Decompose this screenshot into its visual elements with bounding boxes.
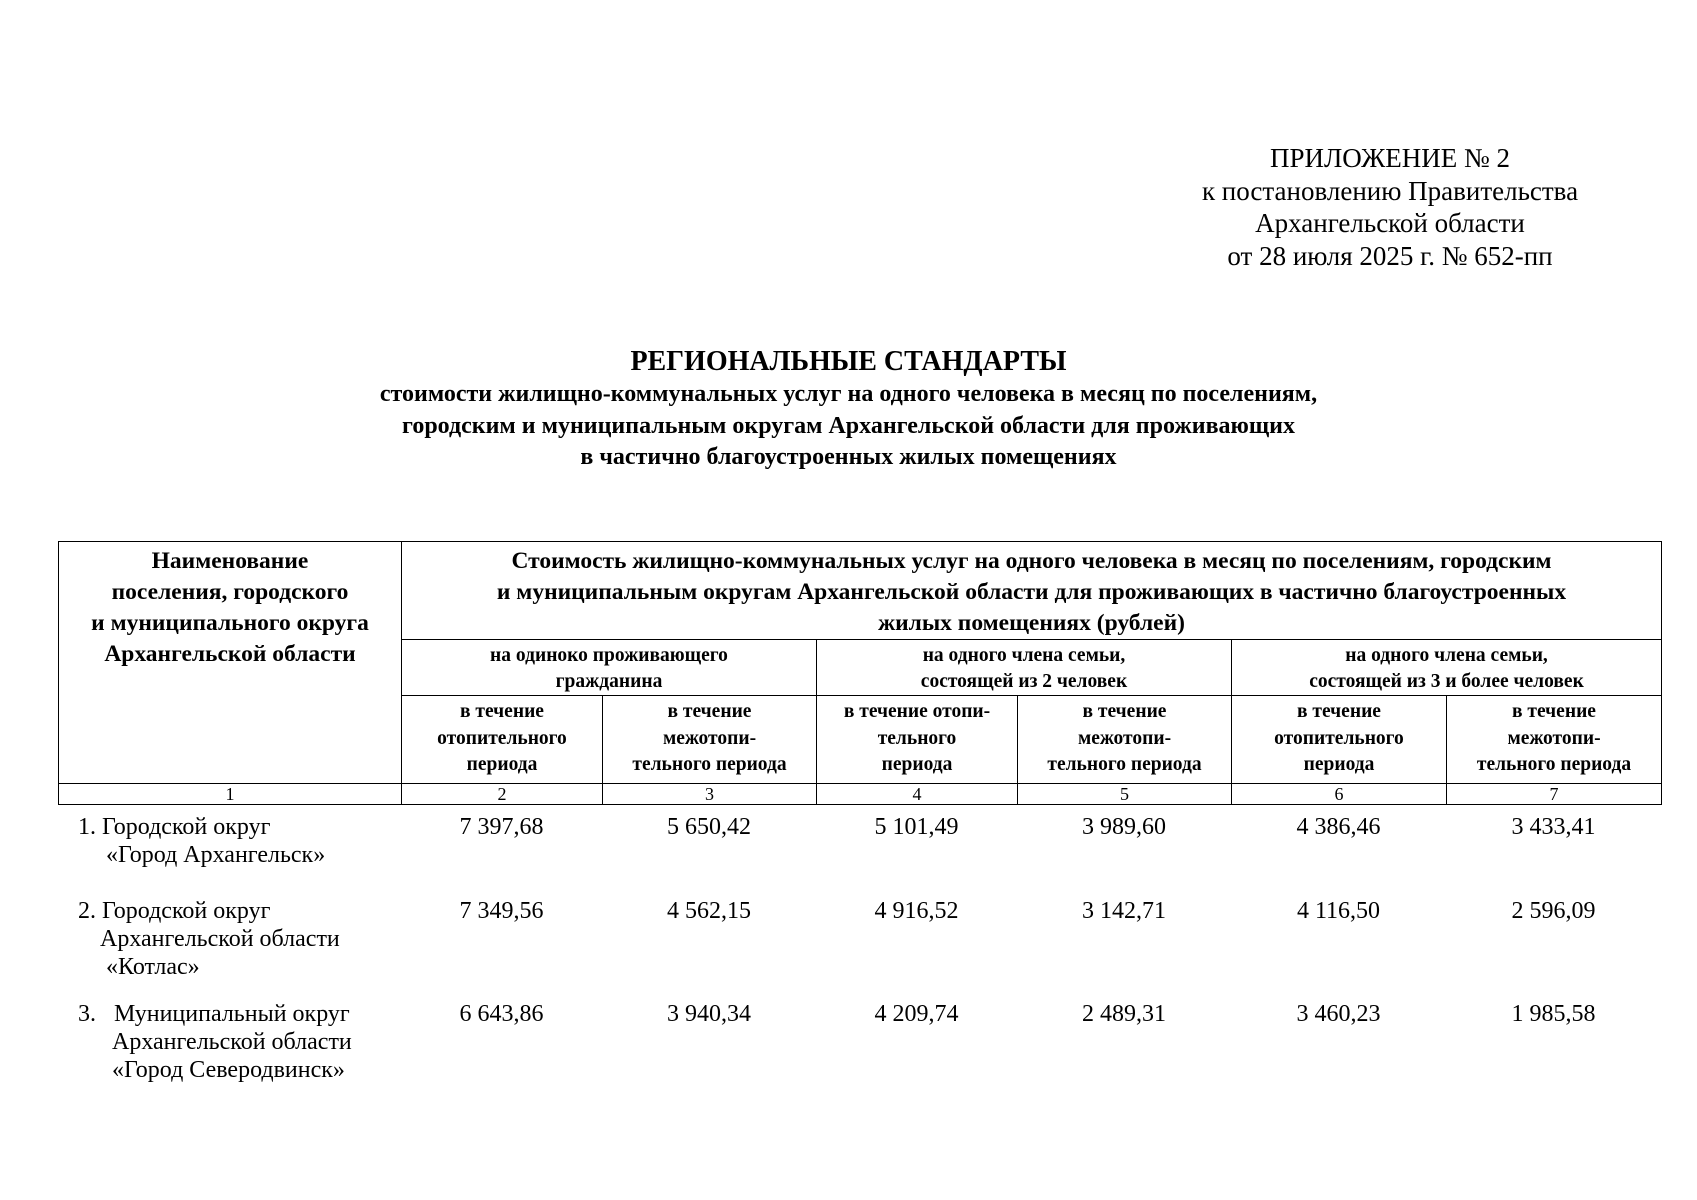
value-cell: 4 209,74 xyxy=(874,1001,959,1027)
period-header-line: в течение xyxy=(667,701,752,722)
name-line: Архангельской области xyxy=(112,1029,352,1055)
period-header-col-6 xyxy=(1232,696,1447,784)
value-cell: 7 349,56 xyxy=(459,898,544,924)
value-cell: 6 643,86 xyxy=(459,1001,544,1027)
value-cell: 3 940,34 xyxy=(667,1001,751,1027)
period-header-col-7 xyxy=(1447,696,1662,784)
value-cell: 3 989,60 xyxy=(1082,814,1166,840)
title-main: РЕГИОНАЛЬНЫЕ СТАНДАРТЫ xyxy=(630,346,1067,377)
title-subtitle-line-3: в частично благоустроенных жилых помещениях xyxy=(580,444,1117,470)
period-header-line: отопительного xyxy=(437,727,567,749)
column-number: 1 xyxy=(59,783,402,804)
document-title xyxy=(0,345,1697,474)
period-header-line: отопительного xyxy=(1274,727,1404,749)
name-line: «Город Архангельск» xyxy=(106,842,326,868)
period-header-line: межотопи- xyxy=(1077,727,1172,749)
value-cell: 2 596,09 xyxy=(1511,898,1596,924)
period-header-line: межотопи- xyxy=(1507,727,1601,749)
column-number: 6 xyxy=(1232,783,1447,804)
cost-header-line-2: и муниципальным округам Архангельской области для проживающих в частично благоустроенных xyxy=(496,579,1567,605)
period-header-col-5 xyxy=(1018,696,1232,784)
column-number: 7 xyxy=(1447,783,1662,804)
cost-header-line-3: жилых помещениях (рублей) xyxy=(878,610,1185,636)
name-header-line-1: Наименование xyxy=(151,548,309,574)
row-number: 3. xyxy=(78,1001,96,1027)
period-header-line: в течение xyxy=(460,701,544,722)
table-row xyxy=(58,813,1661,897)
row-number: 1. xyxy=(78,814,96,840)
period-header-line: тельного периода xyxy=(1047,754,1202,775)
title-subtitle-line-1: стоимости жилищно-коммунальных услуг на одного человека в месяц по поселениям, xyxy=(379,381,1318,407)
period-header-line: периода xyxy=(881,754,953,775)
value-cell: 3 142,71 xyxy=(1082,898,1166,924)
group-header-single xyxy=(402,640,817,696)
group-header-family-2 xyxy=(817,640,1232,696)
period-header-line: тельного периода xyxy=(632,754,787,775)
period-header-line: межотопи- xyxy=(662,727,757,749)
column-number: 2 xyxy=(402,783,603,804)
period-header-col-4 xyxy=(817,696,1018,784)
value-cell: 3 433,41 xyxy=(1511,814,1596,840)
group-header-line: состоящей из 2 человек xyxy=(920,671,1128,692)
period-header-line: тельного xyxy=(877,727,957,749)
settlement-name xyxy=(58,1000,401,1100)
period-header-line: в течение отопи- xyxy=(843,701,991,722)
group-header-line: на одного члена семьи, xyxy=(1345,645,1548,666)
period-header-line: в течение xyxy=(1082,701,1167,722)
period-header-col-3 xyxy=(603,696,817,784)
value-cell: 4 916,52 xyxy=(874,898,959,924)
value-cell: 4 116,50 xyxy=(1296,898,1381,924)
name-line: Городской округ xyxy=(102,814,271,840)
group-header-line: состоящей из 3 и более человек xyxy=(1309,671,1584,692)
table-row xyxy=(58,1000,1661,1100)
appendix-header xyxy=(1180,142,1600,272)
period-header-line: тельного периода xyxy=(1476,754,1632,775)
group-header-line: на одиноко проживающего xyxy=(490,645,728,666)
value-cell: 4 386,46 xyxy=(1296,814,1381,840)
name-line: Архангельской области xyxy=(100,926,340,952)
settlement-name xyxy=(58,897,401,1000)
column-number-row xyxy=(59,783,1662,804)
value-cell: 5 101,49 xyxy=(874,814,959,840)
group-header-line: на одного члена семьи, xyxy=(922,645,1126,666)
period-header-col-2 xyxy=(402,696,603,784)
value-cell: 7 397,68 xyxy=(459,814,544,840)
appendix-title: ПРИЛОЖЕНИЕ № 2 xyxy=(1269,143,1511,173)
group-header-line: гражданина xyxy=(555,671,663,692)
appendix-resolution: к постановлению Правительства xyxy=(1201,175,1579,206)
name-column-header xyxy=(59,542,402,784)
group-header-family-3plus xyxy=(1232,640,1662,696)
value-cell: 3 460,23 xyxy=(1296,1001,1381,1027)
period-header-line: в течение xyxy=(1297,701,1381,722)
table-row xyxy=(58,897,1661,1000)
appendix-date: от 28 июля 2025 г. № 652-пп xyxy=(1227,240,1553,271)
standards-table-header xyxy=(58,541,1662,805)
period-header-line: периода xyxy=(466,754,538,775)
cost-header-line-1: Стоимость жилищно-коммунальных услуг на одного человека в месяц по поселениям, городским xyxy=(511,548,1552,574)
name-header-line-2: поселения, городского xyxy=(111,579,349,605)
column-number: 3 xyxy=(603,783,817,804)
column-number: 4 xyxy=(817,783,1018,804)
name-header-line-3: и муниципального округа xyxy=(91,610,369,636)
name-line: «Котлас» xyxy=(106,954,200,980)
title-subtitle-line-2: городским и муниципальным округам Архангельской области для проживающих xyxy=(402,412,1295,439)
value-cell: 2 489,31 xyxy=(1082,1001,1166,1027)
appendix-region: Архангельской области xyxy=(1255,208,1525,238)
value-cell: 4 562,15 xyxy=(667,898,751,924)
period-header-line: в течение xyxy=(1512,701,1596,722)
name-line: Муниципальный округ xyxy=(114,1001,350,1027)
name-line: Городской округ xyxy=(102,898,271,924)
row-number: 2. xyxy=(78,898,96,924)
column-number: 5 xyxy=(1018,783,1232,804)
period-header-line: периода xyxy=(1303,754,1375,775)
standards-table-body xyxy=(58,813,1661,1100)
cost-column-header xyxy=(402,542,1662,640)
settlement-name xyxy=(58,813,401,897)
value-cell: 5 650,42 xyxy=(667,814,751,840)
name-line: «Город Северодвинск» xyxy=(112,1057,345,1083)
name-header-line-4: Архангельской области xyxy=(104,641,356,667)
value-cell: 1 985,58 xyxy=(1511,1001,1596,1027)
